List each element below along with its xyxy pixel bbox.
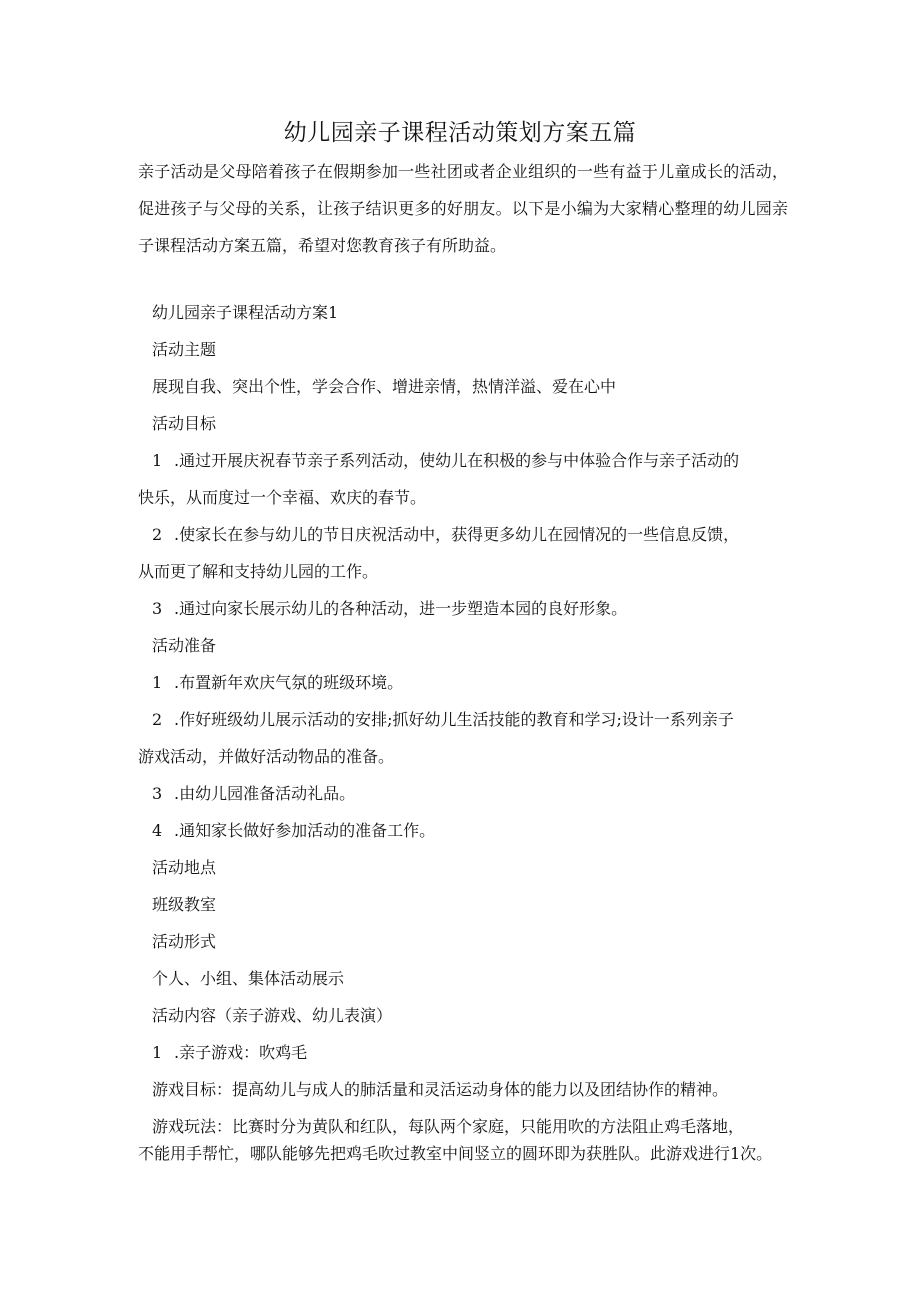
content-heading: 活动内容（亲子游戏、幼儿表演） (152, 1006, 393, 1025)
prep-item-3 (152, 781, 355, 804)
place-text: 班级教室 (152, 895, 217, 914)
game-title (152, 1040, 307, 1063)
goal-text: .使家长在参与幼儿的节日庆祝活动中，获得更多幼儿在园情况的一些信息反馈， (174, 525, 740, 544)
form-text: 个人、小组、集体活动展示 (152, 969, 345, 988)
goal-number: 1 (152, 451, 163, 470)
prep-heading: 活动准备 (152, 636, 217, 655)
goal-number: 2 (152, 525, 163, 544)
game-play-line-2: 不能用手帮忙，哪队能够先把鸡毛吹过教室中间竖立的圆环即为获胜队。此游戏进行1次。 (138, 1144, 773, 1163)
goal-item-3 (152, 596, 627, 619)
prep-item-2-cont: 游戏活动，并做好活动物品的准备。 (138, 747, 395, 766)
goal-number: 3 (152, 599, 163, 618)
goal-item-1 (152, 448, 739, 471)
page-title: 幼儿园亲子课程活动策划方案五篇 (283, 120, 637, 146)
goal-item-1-cont: 快乐，从而度过一个幸福、欢庆的春节。 (138, 488, 427, 507)
section-title: 幼儿园亲子课程活动方案1 (152, 303, 339, 322)
goal-text: .通过开展庆祝春节亲子系列活动，使幼儿在积极的参与中体验合作与亲子活动的 (174, 451, 740, 470)
prep-number: 1 (152, 673, 163, 692)
prep-text: .由幼儿园准备活动礼品。 (174, 784, 356, 803)
game-play-line-1: 游戏玩法：比赛时分为黄队和红队，每队两个家庭，只能用吹的方法阻止鸡毛落地， (152, 1117, 745, 1136)
prep-number: 4 (152, 821, 163, 840)
game-number: 1 (152, 1043, 163, 1062)
theme-heading: 活动主题 (152, 340, 217, 359)
place-heading: 活动地点 (152, 858, 217, 877)
form-heading: 活动形式 (152, 932, 217, 951)
prep-item-2 (152, 707, 734, 730)
prep-text: .布置新年欢庆气氛的班级环境。 (174, 673, 404, 692)
goal-text: .通过向家长展示幼儿的各种活动，进一步塑造本园的良好形象。 (174, 599, 628, 618)
prep-item-1 (152, 670, 403, 693)
intro-paragraph: 亲子活动是父母陪着孩子在假期参加一些社团或者企业组织的一些有益于儿童成长的活动，促进孩子与父母的关系，让孩子结识更多的好朋友。以下是小编为大家精心整理的幼儿园亲子课程活动方案五篇，希望对您教育孩子有所助益。 (138, 162, 788, 255)
prep-number: 3 (152, 784, 163, 803)
goal-item-2 (152, 522, 739, 545)
goal-item-2-cont: 从而更了解和支持幼儿园的工作。 (138, 562, 379, 581)
theme-text: 展现自我、突出个性，学会合作、增进亲情，热情洋溢、爱在心中 (152, 377, 617, 396)
goals-heading: 活动目标 (152, 414, 217, 433)
game-goal: 游戏目标：提高幼儿与成人的肺活量和灵活运动身体的能力以及团结协作的精神。 (152, 1080, 729, 1099)
game-title-text: .亲子游戏：吹鸡毛 (174, 1043, 308, 1062)
prep-item-4 (152, 818, 435, 841)
prep-text: .作好班级幼儿展示活动的安排;抓好幼儿生活技能的教育和学习;设计一系列亲子 (174, 710, 734, 729)
prep-text: .通知家长做好参加活动的准备工作。 (174, 821, 436, 840)
prep-number: 2 (152, 710, 163, 729)
